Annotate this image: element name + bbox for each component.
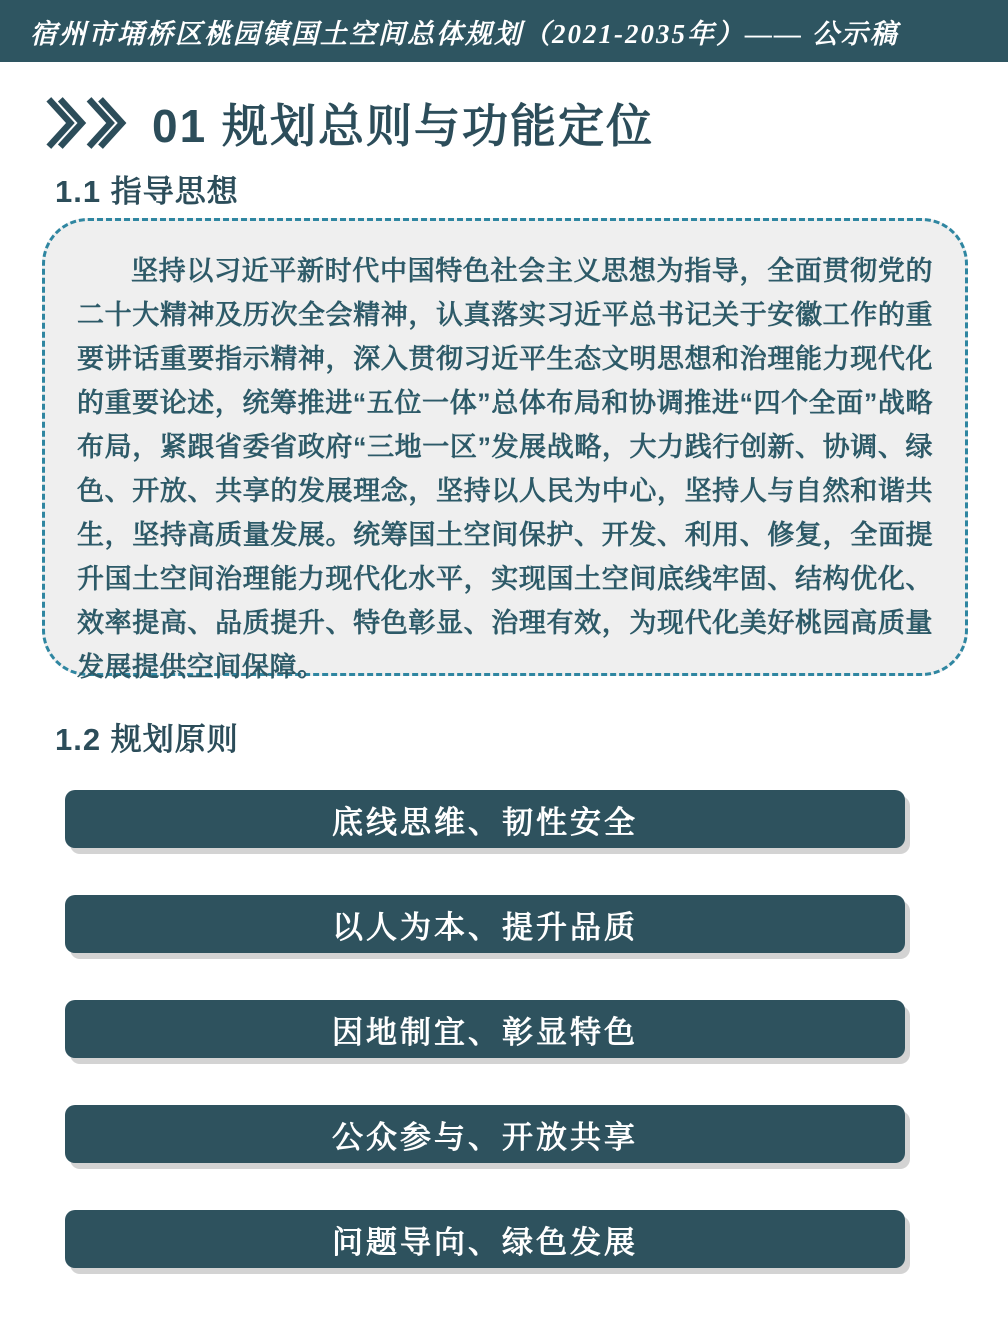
principle-label: 底线思维、韧性安全: [332, 804, 638, 840]
principle-bar: [65, 895, 905, 953]
header-title: 宿州市埇桥区桃园镇国土空间总体规划（2021-2035年）—— 公示稿: [30, 18, 899, 49]
principle-bar: [65, 790, 905, 848]
principle-label: 问题导向、绿色发展: [332, 1224, 638, 1260]
header-bar: [0, 0, 1008, 62]
principle-label: 公众参与、开放共享: [332, 1119, 638, 1155]
section-1-2-heading: 1.2 规划原则: [55, 722, 239, 757]
principle-bar: [65, 1210, 905, 1268]
section-1-1-heading: 1.1 指导思想: [55, 174, 239, 209]
principle-label: 以人为本、提升品质: [332, 909, 638, 945]
principle-bar: [65, 1105, 905, 1163]
page-title: [34, 90, 654, 156]
principles-list: [65, 790, 905, 1315]
principle-bar: [65, 1000, 905, 1058]
page-title-text: 01 规划总则与功能定位: [152, 100, 654, 152]
double-right-chevrons-icon: [34, 95, 134, 151]
guiding-ideology-box: [42, 218, 968, 682]
principle-label: 因地制宜、彰显特色: [332, 1014, 638, 1050]
guiding-ideology-paragraph: 坚持以习近平新时代中国特色社会主义思想为指导，全面贯彻党的二十大精神及历次全会精神，认真落实习近平总书记关于安徽工作的重要讲话重要指示精神，深入贯彻习近平生态文明思想和治理能力现代化的重要论述，统筹推进“五位一体”总体布局和协调推进“四个全面”战略布局，紧跟省委省政府“三地一区”发展战略，大力践行创新、协调、绿色、开放、共享的发展理念，坚持以人民为中心，坚持人与自然和谐共生，坚持高质量发展。统筹国土空间保护、开发、利用、修复，全面提升国土空间治理能力现代化水平，实现国土空间底线牢固、结构优化、效率提高、品质提升、特色彰显、治理有效，为现代化美好桃园高质量发展提供空间保障。: [77, 256, 933, 682]
